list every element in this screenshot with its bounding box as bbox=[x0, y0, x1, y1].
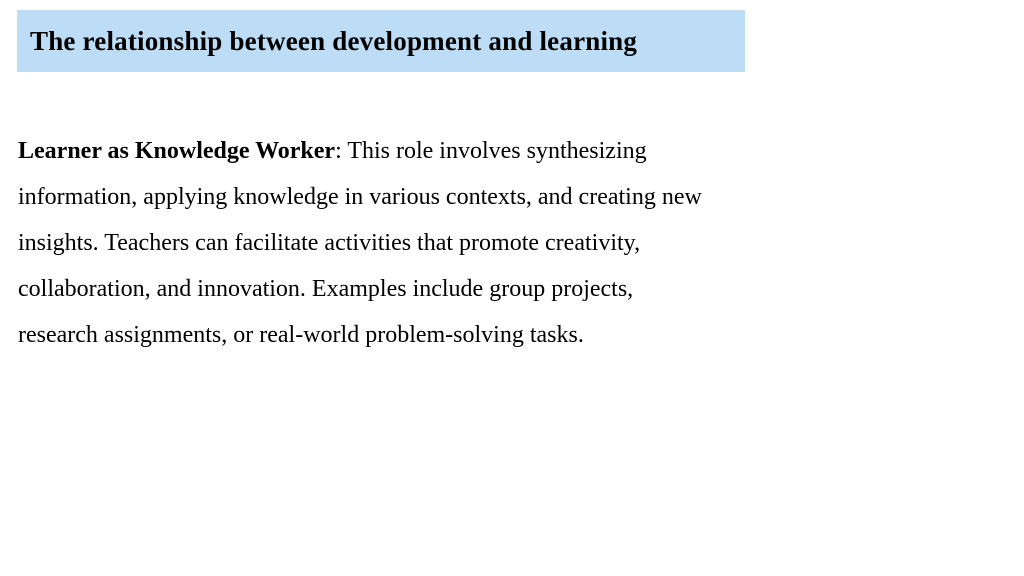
lead-bold-phrase: Learner as Knowledge Worker bbox=[18, 138, 336, 164]
body-line-text: : This role involves synthesizing bbox=[335, 138, 647, 164]
body-line: collaboration, and innovation. Examples include group projects, bbox=[18, 276, 634, 302]
body-line bbox=[18, 128, 778, 174]
body-line: information, applying knowledge in various contexts, and creating new bbox=[18, 184, 702, 210]
slide-title-bar bbox=[17, 10, 745, 72]
body-line: insights. Teachers can facilitate activities that promote creativity, bbox=[18, 230, 641, 256]
slide-title: The relationship between development and learning bbox=[30, 25, 638, 56]
body-paragraph bbox=[18, 128, 778, 358]
body-line: research assignments, or real-world problem-solving tasks. bbox=[18, 322, 584, 348]
